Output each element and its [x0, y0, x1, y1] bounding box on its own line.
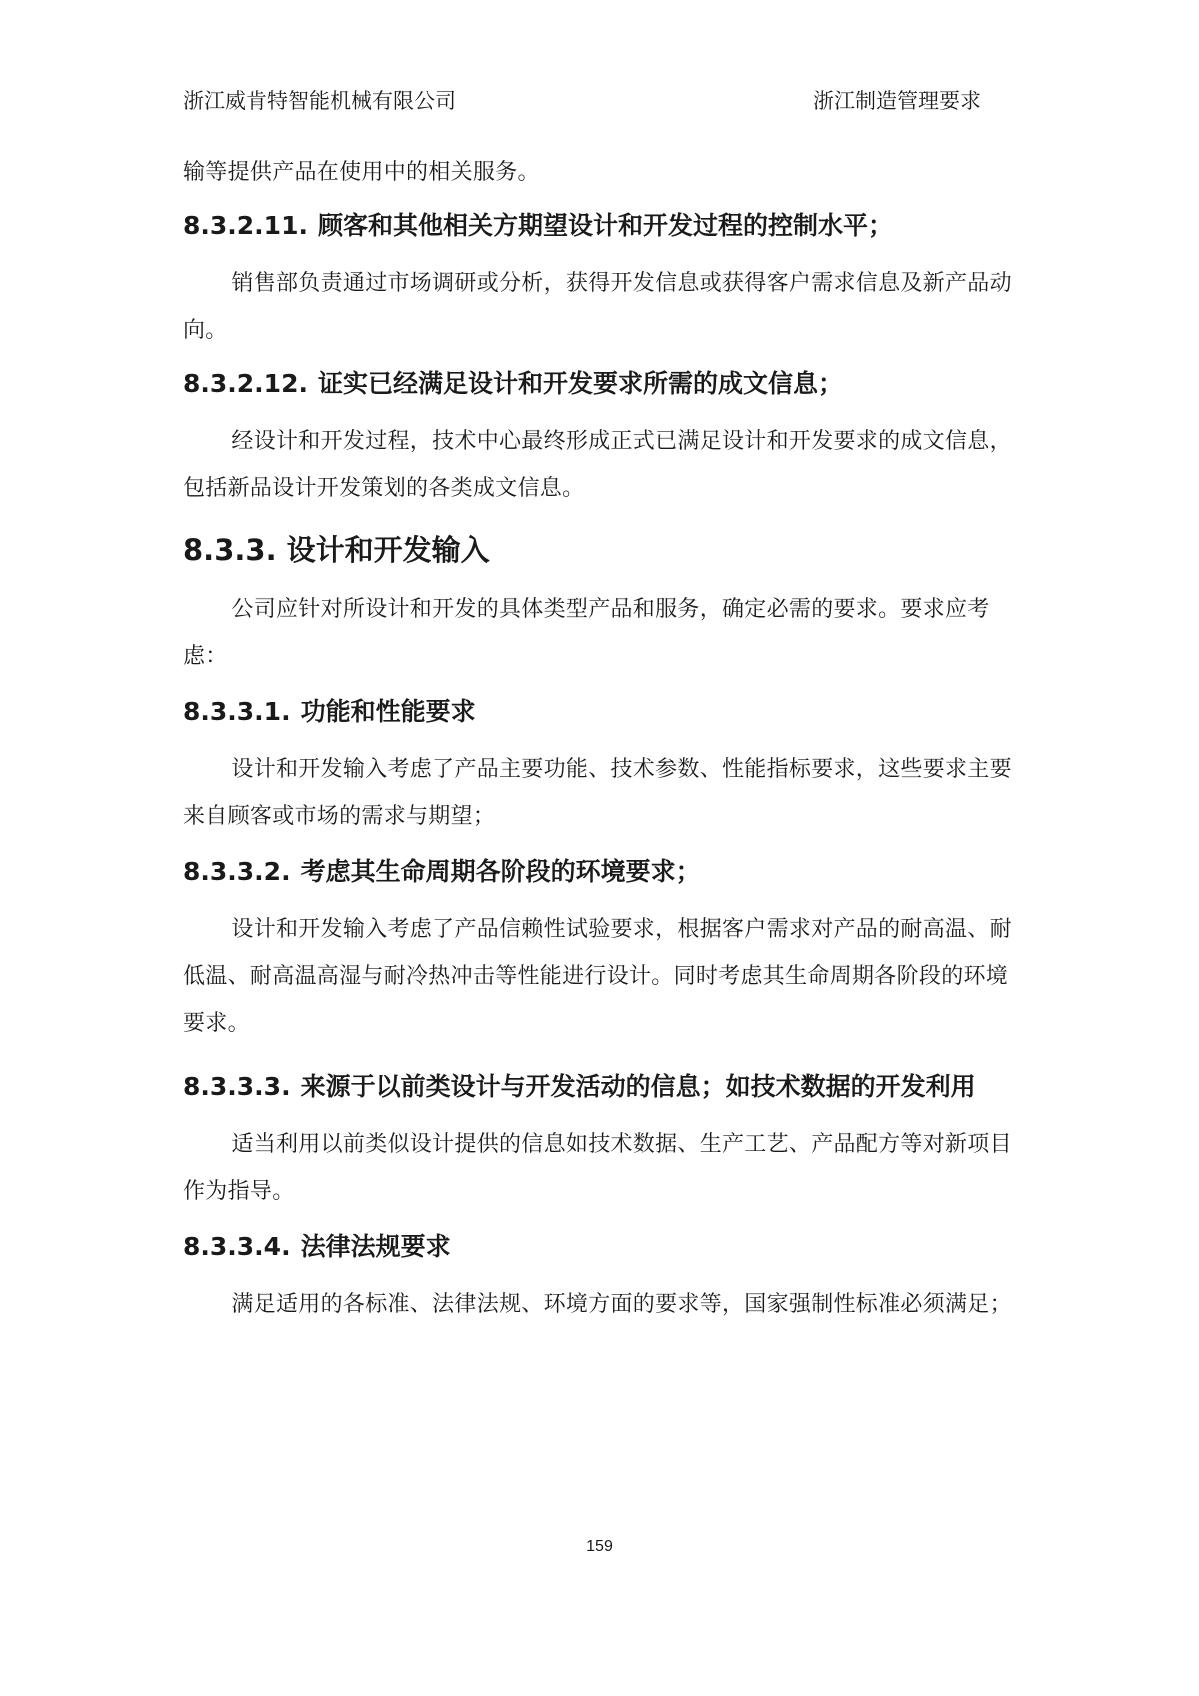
paragraph-continuation: 输等提供产品在使用中的相关服务。: [183, 160, 540, 185]
paragraph-function-performance: 设计和开发输入考虑了产品主要功能、技术参数、性能指标要求，这些要求主要来自顾客或市场的需求与期望；: [183, 757, 1012, 829]
page-number: 159: [586, 1538, 613, 1555]
heading-text: 设计和开发输入: [286, 533, 490, 567]
heading-text: 法律法规要求: [300, 1232, 451, 1261]
heading-number: 8.3.3.3.: [183, 1072, 291, 1101]
paragraph-environment-requirements: 设计和开发输入考虑了产品信赖性试验要求，根据客户需求对产品的耐高温、耐低温、耐高温高湿与耐冷热冲击等性能进行设计。同时考虑其生命周期各阶段的环境要求。: [183, 917, 1012, 1036]
heading-number: 8.3.3.: [183, 533, 277, 567]
heading-8-3-3-4: [183, 1227, 1028, 1267]
heading-8-3-3-2: [183, 852, 1028, 892]
heading-number: 8.3.3.4.: [183, 1232, 291, 1261]
heading-8-3-2-11: [183, 206, 1028, 246]
heading-8-3-3-1: [183, 692, 1028, 732]
heading-8-3-2-12: [183, 364, 1028, 404]
heading-number: 8.3.3.2.: [183, 857, 291, 886]
paragraph-previous-designs: 适当利用以前类似设计提供的信息如技术数据、生产工艺、产品配方等对新项目作为指导。: [183, 1132, 1012, 1204]
heading-8-3-3-3: [183, 1055, 1028, 1119]
heading-text: 功能和性能要求: [300, 697, 476, 726]
heading-number: 8.3.2.11.: [183, 211, 308, 240]
paragraph-market-research: 销售部负责通过市场调研或分析，获得开发信息或获得客户需求信息及新产品动向。: [183, 271, 1012, 343]
heading-text: 证实已经满足设计和开发要求所需的成文信息；: [317, 369, 843, 398]
heading-text: 来源于以前类设计与开发活动的信息；如技术数据的开发利用: [300, 1072, 976, 1101]
header-document-title: 浙江制造管理要求: [813, 89, 981, 113]
heading-8-3-3: [183, 530, 1028, 570]
header-company-name: 浙江威肯特智能机械有限公司: [183, 89, 456, 113]
document-body: [183, 149, 1028, 1328]
paragraph-legal-requirements: 满足适用的各标准、法律法规、环境方面的要求等，国家强制性标准必须满足；: [231, 1292, 1012, 1317]
heading-number: 8.3.2.12.: [183, 369, 308, 398]
paragraph-documented-info: 经设计和开发过程，技术中心最终形成正式已满足设计和开发要求的成文信息，包括新品设计开发策划的各类成文信息。: [183, 429, 1012, 501]
heading-number: 8.3.3.1.: [183, 697, 291, 726]
paragraph-design-input-intro: 公司应针对所设计和开发的具体类型产品和服务，确定必需的要求。要求应考虑：: [183, 597, 990, 669]
heading-text: 顾客和其他相关方期望设计和开发过程的控制水平；: [317, 211, 893, 240]
heading-text: 考虑其生命周期各阶段的环境要求；: [300, 857, 701, 886]
